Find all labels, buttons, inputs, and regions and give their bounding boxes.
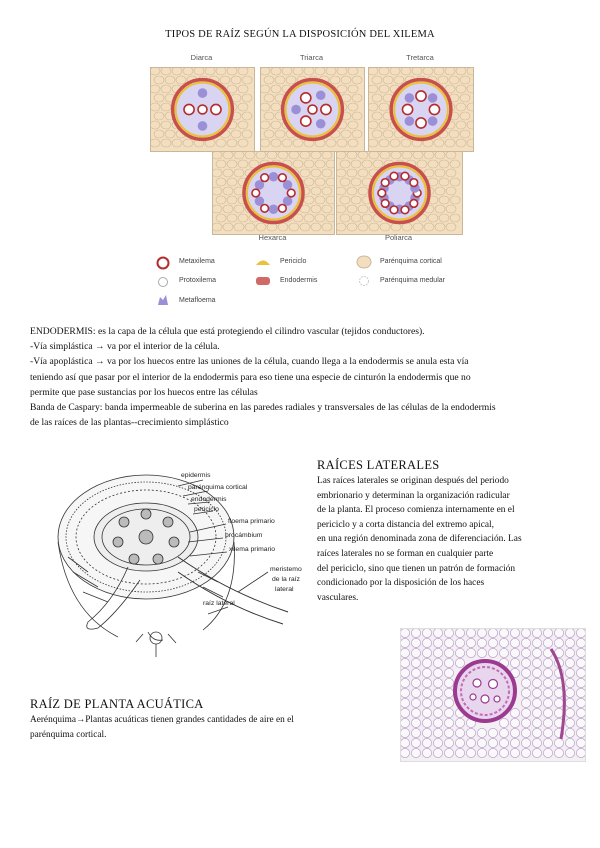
aquatic-root-micrograph	[400, 628, 586, 762]
legend-endodermis: Endodermis	[280, 277, 318, 284]
legend	[150, 252, 480, 312]
endodermis-line: Banda de Caspary: banda impermeable de suberina en las paredes radiales y transversales de las células de la endodermis	[30, 402, 496, 414]
endodermis-line: -Vía simplástica → va por el interior de la célula.	[30, 341, 220, 353]
label-pericycle: periciclo	[194, 506, 219, 513]
endodermis-icon	[255, 276, 271, 286]
metaxylem-icon	[156, 256, 170, 270]
lateral-line: condicionado por la disposición de los haces	[317, 578, 485, 589]
root-diagram-label: Poliarca	[384, 233, 413, 242]
lateral-roots-text	[317, 474, 587, 605]
aquatic-line: parénquima cortical.	[30, 730, 107, 740]
lateral-line: periciclo y a corta distancia del extremo apical,	[317, 519, 494, 530]
micrograph-image	[401, 629, 585, 761]
root-diagram-hexarca	[212, 151, 335, 235]
lateral-line: del periciclo, sino que tienen un patrón de formación	[317, 563, 516, 574]
lateral-root-drawing	[28, 462, 310, 662]
endodermis-line: -Vía apoplástica → va por los huecos entre las uniones de la célula, cuando llega a la endodermis se anula esta vía	[30, 356, 469, 368]
label-meristem: meristemo	[270, 566, 302, 573]
lateral-line: embrionario y determinan la organización radicular	[317, 490, 510, 501]
legend-pericycle: Periciclo	[280, 258, 307, 265]
lateral-root-illustration	[28, 462, 310, 662]
lateral-roots-heading: RAÍCES LATERALES	[317, 458, 440, 472]
root-diagram-triarca	[260, 67, 365, 152]
label-lateral-root: raíz lateral	[203, 600, 235, 607]
root-diagram-label: Diarca	[190, 53, 213, 62]
endodermis-line: permite que pase sustancias por los huecos entre las células	[30, 386, 258, 398]
root-diagram-label: Triarca	[299, 53, 324, 62]
label-epidermis: epidermis	[181, 472, 211, 479]
endodermis-line: ENDODERMIS: es la capa de la célula que está protegiendo el cilindro vascular (tejidos conductores).	[30, 326, 425, 337]
metaphloem-icon	[156, 294, 170, 306]
medullary-parenchyma-icon	[358, 275, 370, 287]
root-diagram-poliarca	[336, 151, 463, 235]
root-diagram-label: Hexarca	[258, 233, 287, 242]
lateral-line: Las raíces laterales se originan después del periodo	[317, 476, 509, 486]
lateral-line: raíces laterales no se forman en cualquier parte	[317, 548, 494, 559]
lateral-line: vasculares.	[317, 592, 359, 603]
legend-cortical-parenchyma: Parénquima cortical	[380, 258, 442, 265]
label-meristem-root: de la raíz	[272, 576, 300, 583]
lateral-line: de la planta. El proceso comienza internamente en el	[317, 505, 515, 516]
label-primary-phloem: floema primario	[228, 518, 275, 525]
endodermis-line: teniendo así que pasar por el interior de la endodermis para eso tiene una especie de cinturón la endodermis que no	[30, 371, 471, 383]
legend-medullary-parenchyma: Parénquima medular	[380, 277, 445, 284]
legend-metaphloem: Metafloema	[179, 297, 216, 304]
aquatic-root-text	[30, 713, 390, 743]
label-meristem-lateral: lateral	[275, 586, 294, 593]
legend-metaxylem: Metaxilema	[179, 258, 215, 265]
label-procambium: procámbium	[225, 532, 263, 539]
root-diagram-tretarca	[368, 67, 474, 152]
aquatic-line: Aerénquima→Plantas acuáticas tienen grandes cantidades de aire en el	[30, 715, 294, 725]
page-title: TIPOS DE RAÍZ SEGÚN LA DISPOSICIÓN DEL XILEMA	[165, 29, 435, 40]
label-endodermis: endodermis	[191, 496, 227, 503]
legend-protoxylem: Protoxilema	[179, 277, 216, 284]
cortical-parenchyma-icon	[356, 255, 372, 269]
protoxylem-icon	[157, 276, 169, 288]
pericycle-icon	[255, 257, 271, 269]
label-cortical-parenchyma: parénquima cortical	[188, 484, 248, 491]
aquatic-root-heading: RAÍZ DE PLANTA ACUÁTICA	[30, 697, 204, 711]
lateral-line: en una región denominada zona de diferenciación. Las	[317, 534, 522, 545]
root-diagram-diarca	[150, 67, 255, 152]
label-primary-xylem: xilema primario	[229, 546, 276, 553]
endodermis-line: de las raíces de las plantas--crecimiento simplástico	[30, 417, 229, 429]
root-diagram-label: Tretarca	[406, 53, 434, 62]
endodermis-section	[30, 324, 575, 430]
